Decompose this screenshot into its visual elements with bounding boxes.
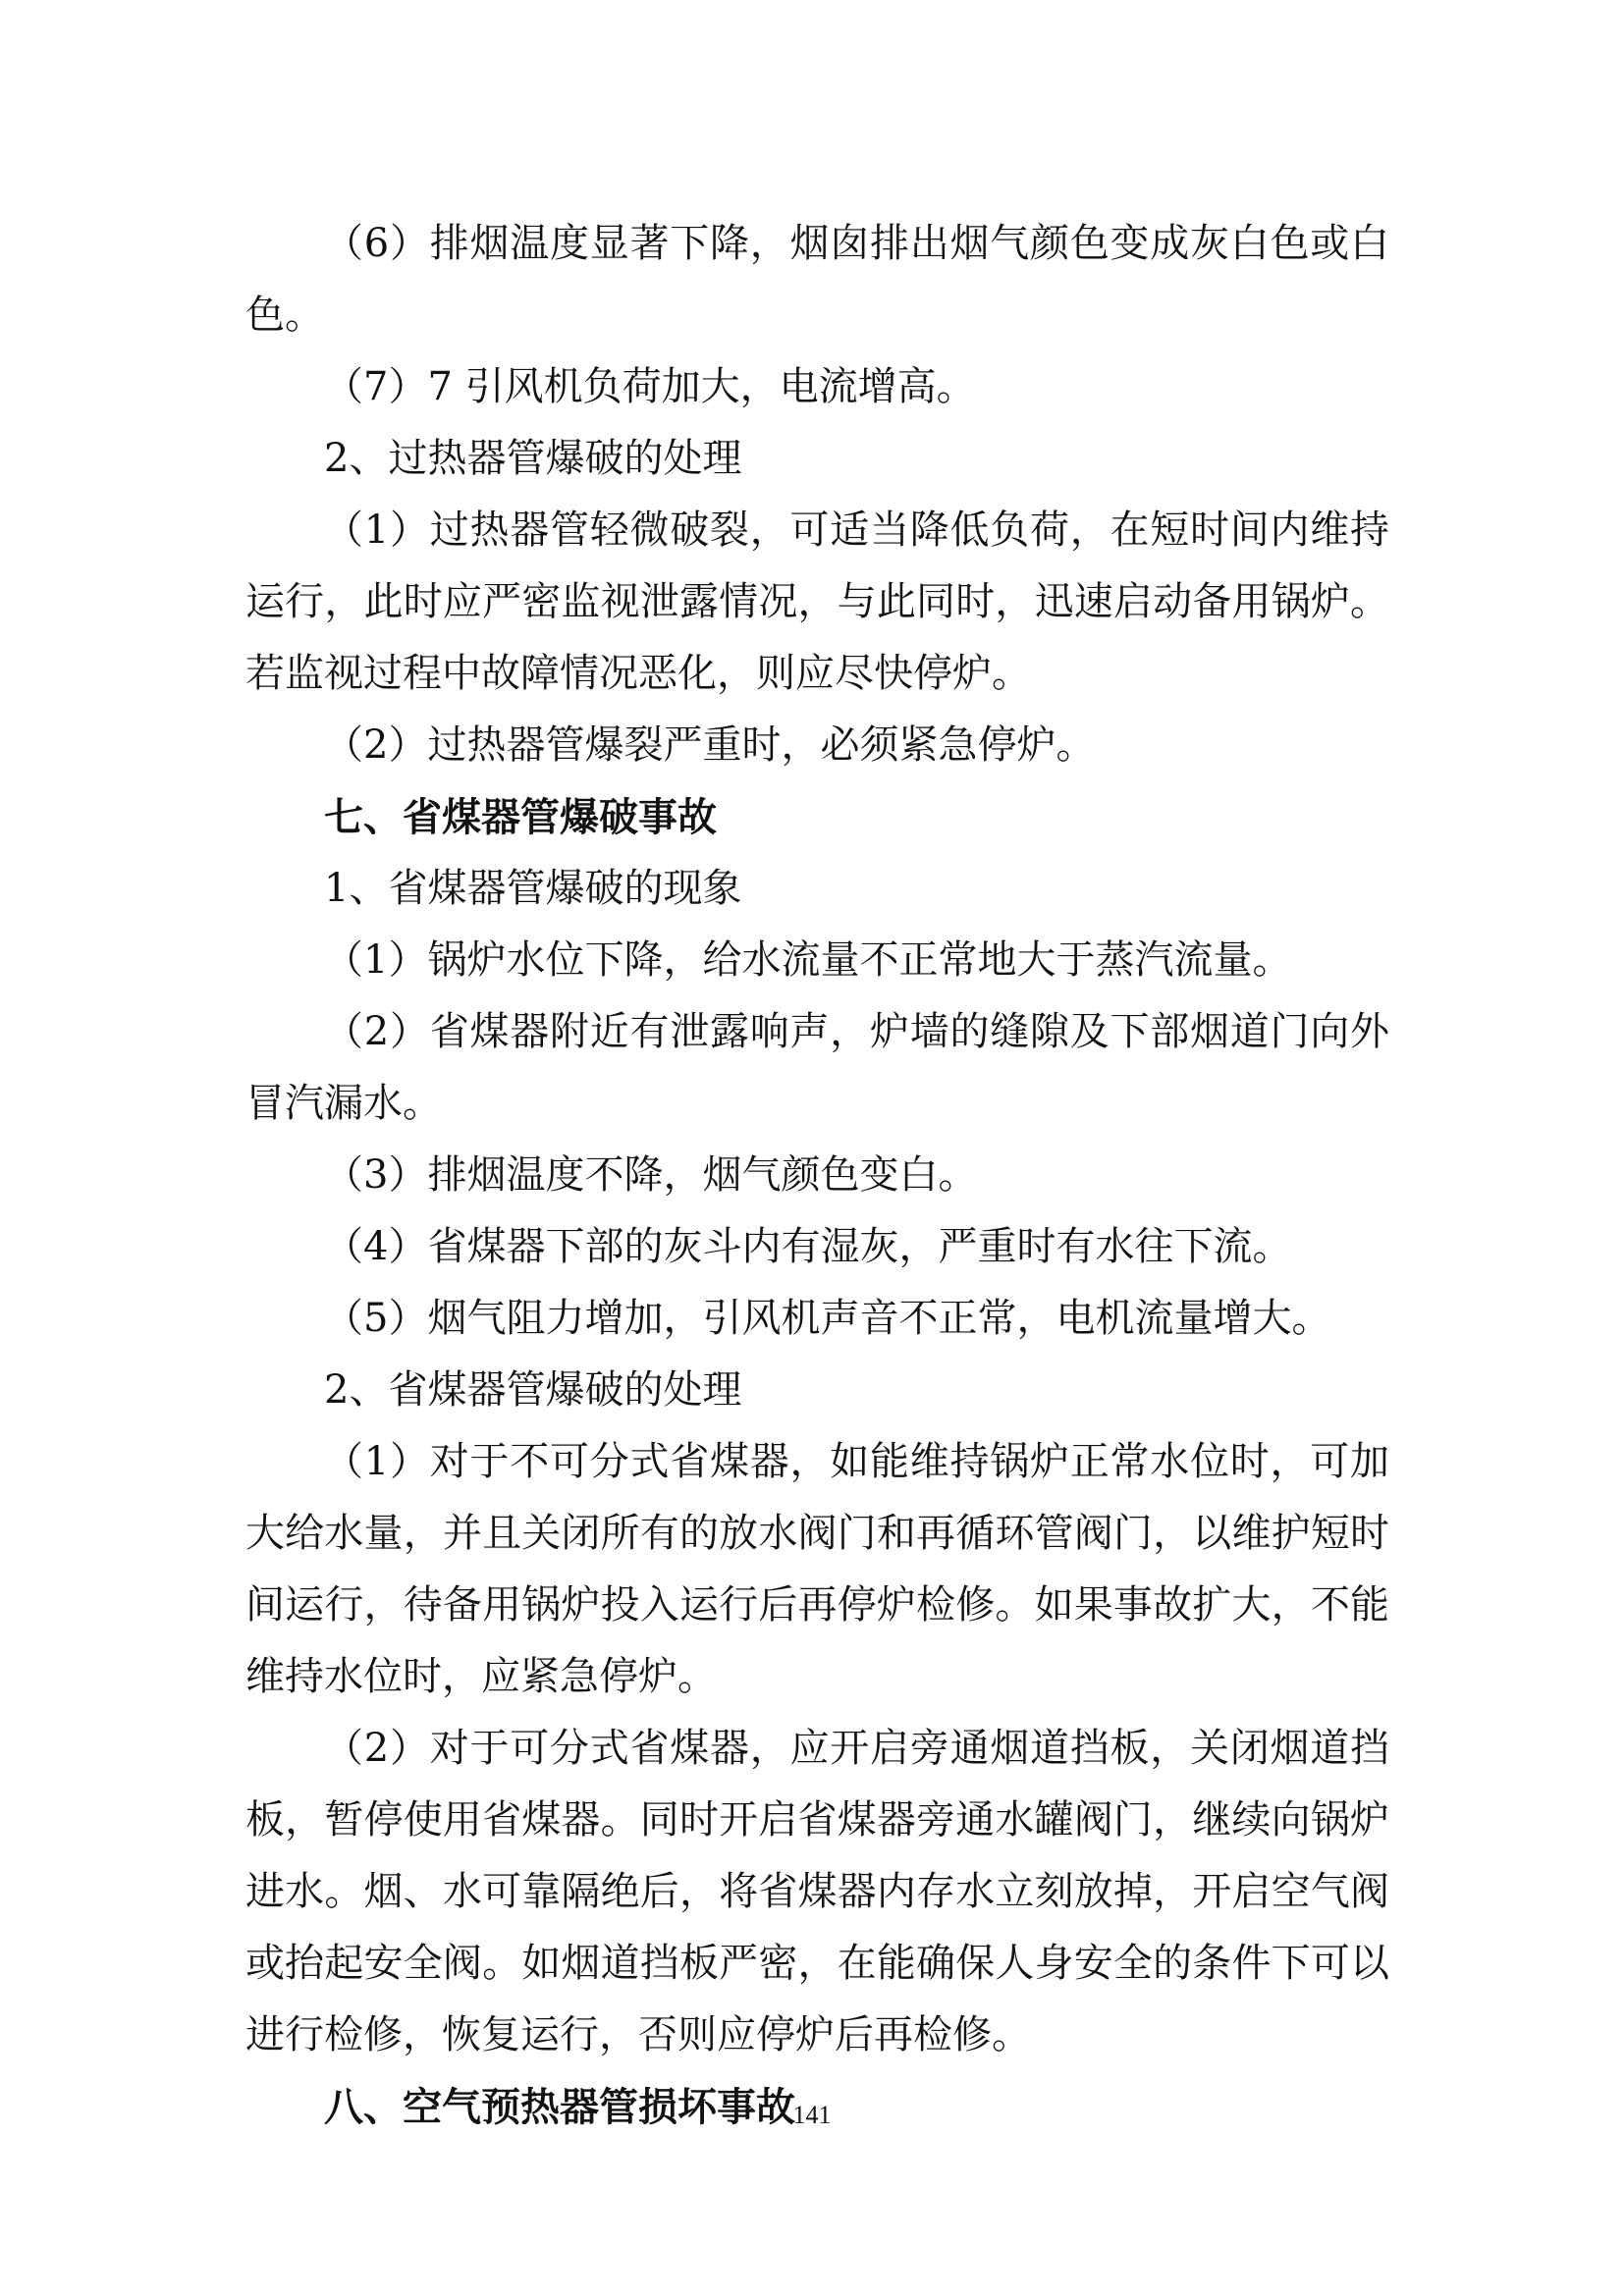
paragraph: （2）省煤器附近有泄露响声，炉墙的缝隙及下部烟道门向外冒汽漏水。 [245, 1009, 1389, 1126]
section-heading: 七、省煤器管爆破事故 [324, 794, 717, 840]
paragraph: （1）对于不可分式省煤器，如能维持锅炉正常水位时，可加大给水量，并且关闭所有的放水阀门和再循环管阀门，以维护短时间运行，待备用锅炉投入运行后再停炉检修。如果事故扩大，不能维持水位时，应紧急停炉。 [245, 1439, 1389, 1699]
paragraph: （7）7 引风机负荷加大，电流增高。 [324, 364, 976, 409]
section-heading: 八、空气预热器管损坏事故 [324, 2084, 795, 2130]
subheading: 2、过热器管爆破的处理 [324, 436, 742, 481]
body-text [245, 208, 1389, 2143]
paragraph: （4）省煤器下部的灰斗内有湿灰，严重时有水往下流。 [324, 1224, 1292, 1269]
paragraph: （6）排烟温度显著下降，烟囱排出烟气颜色变成灰白色或白色。 [245, 221, 1389, 338]
paragraph: （1）锅炉水位下降，给水流量不正常地大于蒸汽流量。 [324, 937, 1292, 983]
page-number: 141 [792, 2101, 832, 2129]
paragraph: （3）排烟温度不降，烟气颜色变白。 [324, 1152, 978, 1198]
paragraph: （1）过热器管轻微破裂，可适当降低负荷，在短时间内维持运行，此时应严密监视泄露情况，与此同时，迅速启动备用锅炉。若监视过程中故障情况恶化，则应尽快停炉。 [245, 507, 1389, 696]
paragraph: （2）过热器管爆裂严重时，必须紧急停炉。 [324, 722, 1096, 768]
paragraph: （5）烟气阻力增加，引风机声音不正常，电机流量增大。 [324, 1296, 1331, 1341]
subheading: 2、省煤器管爆破的处理 [324, 1367, 742, 1413]
subheading: 1、省煤器管爆破的现象 [324, 866, 742, 911]
paragraph: （2）对于可分式省煤器，应开启旁通烟道挡板，关闭烟道挡板，暂停使用省煤器。同时开启省煤器旁通水罐阀门，继续向锅炉进水。烟、水可靠隔绝后，将省煤器内存水立刻放掉，开启空气阀或抬起安全阀。如烟道挡板严密，在能确保人身安全的条件下可以进行检修，恢复运行，否则应停炉后再检修。 [245, 1726, 1389, 2057]
